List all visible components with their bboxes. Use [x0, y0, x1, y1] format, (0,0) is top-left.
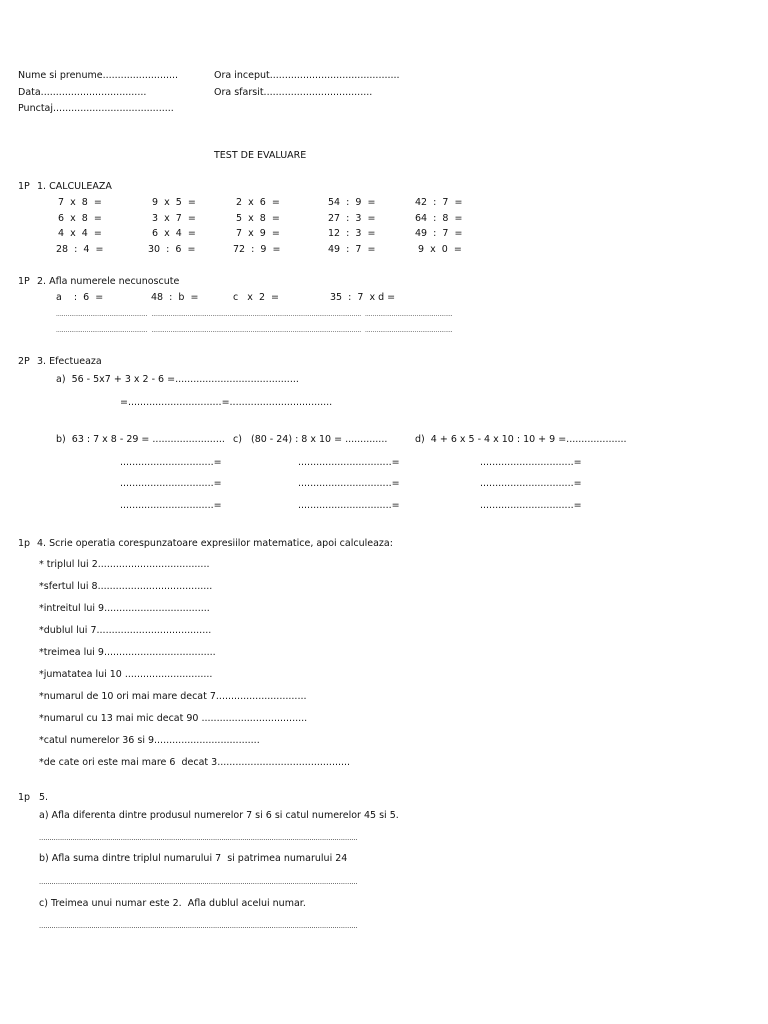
ex4-item[interactable]: *jumatatea lui 10 ............................. — [39, 669, 213, 680]
ex5-heading: 5. — [39, 792, 49, 803]
ex2-item: 35 : 7 x d = — [330, 292, 396, 303]
ex4-item[interactable]: *numarul cu 13 mai mic decat 90 ................................... — [39, 713, 308, 724]
ex4-item[interactable]: *intreitul lui 9................................... — [39, 603, 210, 614]
ex1-cell: 3 x 7 = — [152, 213, 196, 224]
ex2-item: 48 : b = — [151, 292, 199, 303]
end-time-label: Ora sfarsit.................................... — [214, 87, 373, 98]
ex1-points: 1P — [18, 181, 30, 192]
ex1-cell: 49 : 7 = — [328, 244, 376, 255]
ex4-heading: 4. Scrie operatia corespunzatoare expresiilor matematice, apoi calculeaza: — [37, 538, 393, 549]
ex5-b-question: b) Afla suma dintre triplul numarului 7 si patrimea numarului 24 — [39, 853, 348, 864]
ex1-cell: 30 : 6 = — [148, 244, 196, 255]
ex1-cell: 6 x 8 = — [58, 213, 102, 224]
ex1-cell: 6 x 4 = — [152, 228, 196, 239]
ex1-cell: 7 x 9 = — [236, 228, 280, 239]
ex1-cell: 54 : 9 = — [328, 197, 376, 208]
ex1-cell: 27 : 3 = — [328, 213, 376, 224]
score-field-label: Punctaj........................................ — [18, 103, 174, 114]
ex5-c-question: c) Treimea unui numar este 2. Afla dublul acelui numar. — [39, 898, 306, 909]
ex4-points: 1p — [18, 538, 31, 549]
ex1-cell: 42 : 7 = — [415, 197, 463, 208]
ex1-cell: 72 : 9 = — [233, 244, 281, 255]
ex3-b-expression: b) 63 : 7 x 8 - 29 = ........................ — [56, 434, 225, 445]
ex4-item[interactable]: *de cate ori este mai mare 6 decat 3............................................ — [39, 757, 351, 768]
ex2-points: 1P — [18, 276, 30, 287]
ex1-cell: 9 x 0 = — [418, 244, 462, 255]
ex1-cell: 4 x 4 = — [58, 228, 102, 239]
ex3-c-expression: c) (80 - 24) : 8 x 10 = .............. — [233, 434, 388, 445]
page-title: TEST DE EVALUARE — [214, 150, 307, 161]
start-time-label: Ora inceput........................................... — [214, 70, 400, 81]
ex3-d-answer-line[interactable]: ...............................= — [480, 500, 582, 511]
ex3-c-answer-line[interactable]: ...............................= — [298, 478, 400, 489]
ex1-cell: 7 x 8 = — [58, 197, 102, 208]
ex1-heading: 1. CALCULEAZA — [37, 181, 112, 192]
ex3-points: 2P — [18, 356, 30, 367]
ex1-cell: 64 : 8 = — [415, 213, 463, 224]
ex4-item[interactable]: *numarul de 10 ori mai mare decat 7.............................. — [39, 691, 307, 702]
ex3-d-expression: d) 4 + 6 x 5 - 4 x 10 : 10 + 9 =.................... — [415, 434, 627, 445]
ex3-d-answer-line[interactable]: ...............................= — [480, 457, 582, 468]
ex2-answer-line[interactable]: ................................................ .............................................................................................................. .............................................. — [56, 327, 453, 334]
ex1-cell: 12 : 3 = — [328, 228, 376, 239]
ex1-cell: 28 : 4 = — [56, 244, 104, 255]
ex4-item[interactable]: *sfertul lui 8...................................... — [39, 581, 213, 592]
ex1-cell: 9 x 5 = — [152, 197, 196, 208]
ex3-heading: 3. Efectueaza — [37, 356, 102, 367]
ex3-d-answer-line[interactable]: ...............................= — [480, 478, 582, 489]
ex4-item[interactable]: *treimea lui 9..................................... — [39, 647, 216, 658]
ex5-b-answer-line[interactable]: ........................................................................................................................................................ — [39, 878, 358, 886]
ex3-c-answer-line[interactable]: ...............................= — [298, 457, 400, 468]
date-field-label: Data................................... — [18, 87, 147, 98]
ex2-item: a : 6 = — [56, 292, 104, 303]
ex4-item[interactable]: *dublul lui 7...................................... — [39, 625, 212, 636]
ex3-b-answer-line[interactable]: ...............................= — [120, 457, 222, 468]
ex4-item[interactable]: *catul numerelor 36 si 9................................... — [39, 735, 260, 746]
ex5-points: 1p — [18, 792, 31, 803]
ex5-a-question: a) Afla diferenta dintre produsul numerelor 7 si 6 si catul numerelor 45 si 5. — [39, 810, 399, 821]
ex3-b-answer-line[interactable]: ...............................= — [120, 478, 222, 489]
ex3-b-answer-line[interactable]: ...............................= — [120, 500, 222, 511]
ex1-cell: 2 x 6 = — [236, 197, 280, 208]
ex4-item[interactable]: * triplul lui 2..................................... — [39, 559, 210, 570]
name-field-label: Nume si prenume......................... — [18, 70, 179, 81]
ex3-a-expression: a) 56 - 5x7 + 3 x 2 - 6 =......................................... — [56, 374, 299, 385]
ex2-answer-line[interactable]: ................................................ .............................................................................................................. .............................................. — [56, 311, 453, 318]
ex3-a-answer-line[interactable]: =...............................=.................................. — [120, 397, 333, 408]
ex1-cell: 49 : 7 = — [415, 228, 463, 239]
ex2-heading: 2. Afla numerele necunoscute — [37, 276, 180, 287]
ex3-c-answer-line[interactable]: ...............................= — [298, 500, 400, 511]
ex5-c-answer-line[interactable]: ........................................................................................................................................................ — [39, 922, 358, 930]
ex5-a-answer-line[interactable]: ........................................................................................................................................................ — [39, 834, 358, 842]
ex2-item: c x 2 = — [233, 292, 279, 303]
ex1-cell: 5 x 8 = — [236, 213, 280, 224]
